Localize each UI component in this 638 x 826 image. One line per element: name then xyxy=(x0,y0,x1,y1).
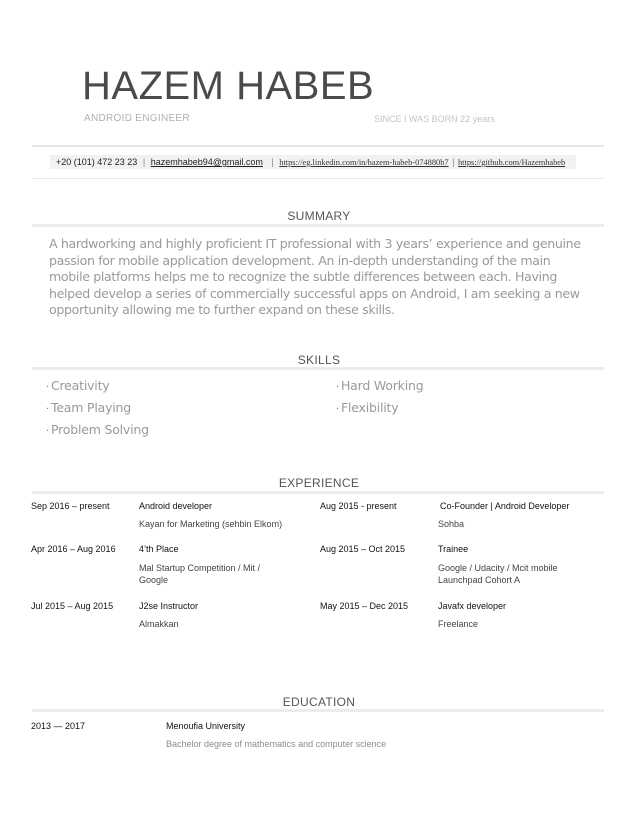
github-link[interactable]: https://github.com/Hazemhabeb xyxy=(457,158,566,167)
education-heading: EDUCATION xyxy=(282,695,356,709)
experience-org: Almakkan xyxy=(139,619,179,629)
summary-text: A hardworking and highly proficient IT professional with 3 years’ experience and genuine passion for mobile application development. An in-depth understanding of the main mobile platforms helps me to recognize the subtle differences between each. Having helped develop a series of commercially successful apps on Android, I am seeking a new opportunity allowing me to further expand on these skills. xyxy=(49,236,581,318)
summary-heading: SUMMARY xyxy=(287,209,351,223)
skill-label: Flexibility xyxy=(340,400,399,415)
contact-divider xyxy=(32,178,604,179)
skill-label: Problem Solving xyxy=(50,422,149,437)
bullet: · xyxy=(46,404,49,415)
experience-role: 4’th Place xyxy=(139,544,179,554)
experience-org: Freelance xyxy=(438,619,479,629)
age-note: SINCE I WAS BORN 22 years xyxy=(374,114,495,124)
skill-label: Hard Working xyxy=(340,378,424,393)
skills-divider xyxy=(32,367,604,370)
phone-number: +20 (101) 472 23 23 xyxy=(56,157,138,167)
skill-item xyxy=(46,400,131,415)
experience-date: Apr 2016 – Aug 2016 xyxy=(31,544,116,554)
experience-org: Google xyxy=(139,575,169,585)
skill-item xyxy=(46,422,149,437)
experience-date: Aug 2015 – Oct 2015 xyxy=(320,544,406,554)
separator: | xyxy=(271,157,274,167)
experience-org: Mal Startup Competition / Mit / xyxy=(139,563,261,573)
bullet: · xyxy=(46,382,49,393)
experience-org: Launchpad Cohort A xyxy=(438,575,521,585)
separator: | xyxy=(452,157,455,167)
experience-date: Sep 2016 – present xyxy=(31,501,110,511)
education-degree: Bachelor degree of mathematics and computer science xyxy=(166,739,387,749)
skill-item xyxy=(46,378,109,393)
experience-org: Sohba xyxy=(438,519,465,529)
bullet: · xyxy=(336,382,339,393)
resume-name: HAZEM HABEB xyxy=(82,64,375,108)
experience-org: Google / Udacity / Mcit mobile xyxy=(438,563,558,573)
skill-label: Creativity xyxy=(50,378,110,393)
linkedin-link[interactable]: https://eg.linkedin.com/in/hazem-habeb-074880b7 xyxy=(279,158,449,167)
summary-divider xyxy=(32,224,604,227)
email-link[interactable]: hazemhabeb94@gmail.com xyxy=(150,157,263,167)
experience-divider xyxy=(32,491,604,494)
education-school: Menoufia University xyxy=(166,721,246,731)
skill-item xyxy=(336,378,423,393)
skill-item xyxy=(336,400,398,415)
skill-label: Team Playing xyxy=(50,400,131,415)
experience-role: Android developer xyxy=(139,501,213,511)
job-title: ANDROID ENGINEER xyxy=(84,113,190,124)
contact-bar xyxy=(50,155,576,169)
experience-date: Aug 2015 - present xyxy=(320,501,397,511)
education-date: 2013 — 2017 xyxy=(31,721,86,731)
experience-heading: EXPERIENCE xyxy=(278,476,360,490)
header-divider xyxy=(32,145,604,147)
experience-date: Jul 2015 – Aug 2015 xyxy=(31,601,114,611)
experience-role: Co-Founder | Android Developer xyxy=(440,501,570,511)
experience-date: May 2015 – Dec 2015 xyxy=(320,601,409,611)
experience-role: J2se Instructor xyxy=(139,601,199,611)
separator: | xyxy=(142,157,146,167)
skills-heading: SKILLS xyxy=(297,353,341,367)
bullet: · xyxy=(336,404,339,415)
experience-org: Kayan for Marketing (sehbin Elkom) xyxy=(139,519,283,529)
experience-role: Trainee xyxy=(438,544,469,554)
experience-role: Javafx developer xyxy=(438,601,507,611)
education-divider xyxy=(32,709,604,712)
bullet: · xyxy=(46,426,49,437)
